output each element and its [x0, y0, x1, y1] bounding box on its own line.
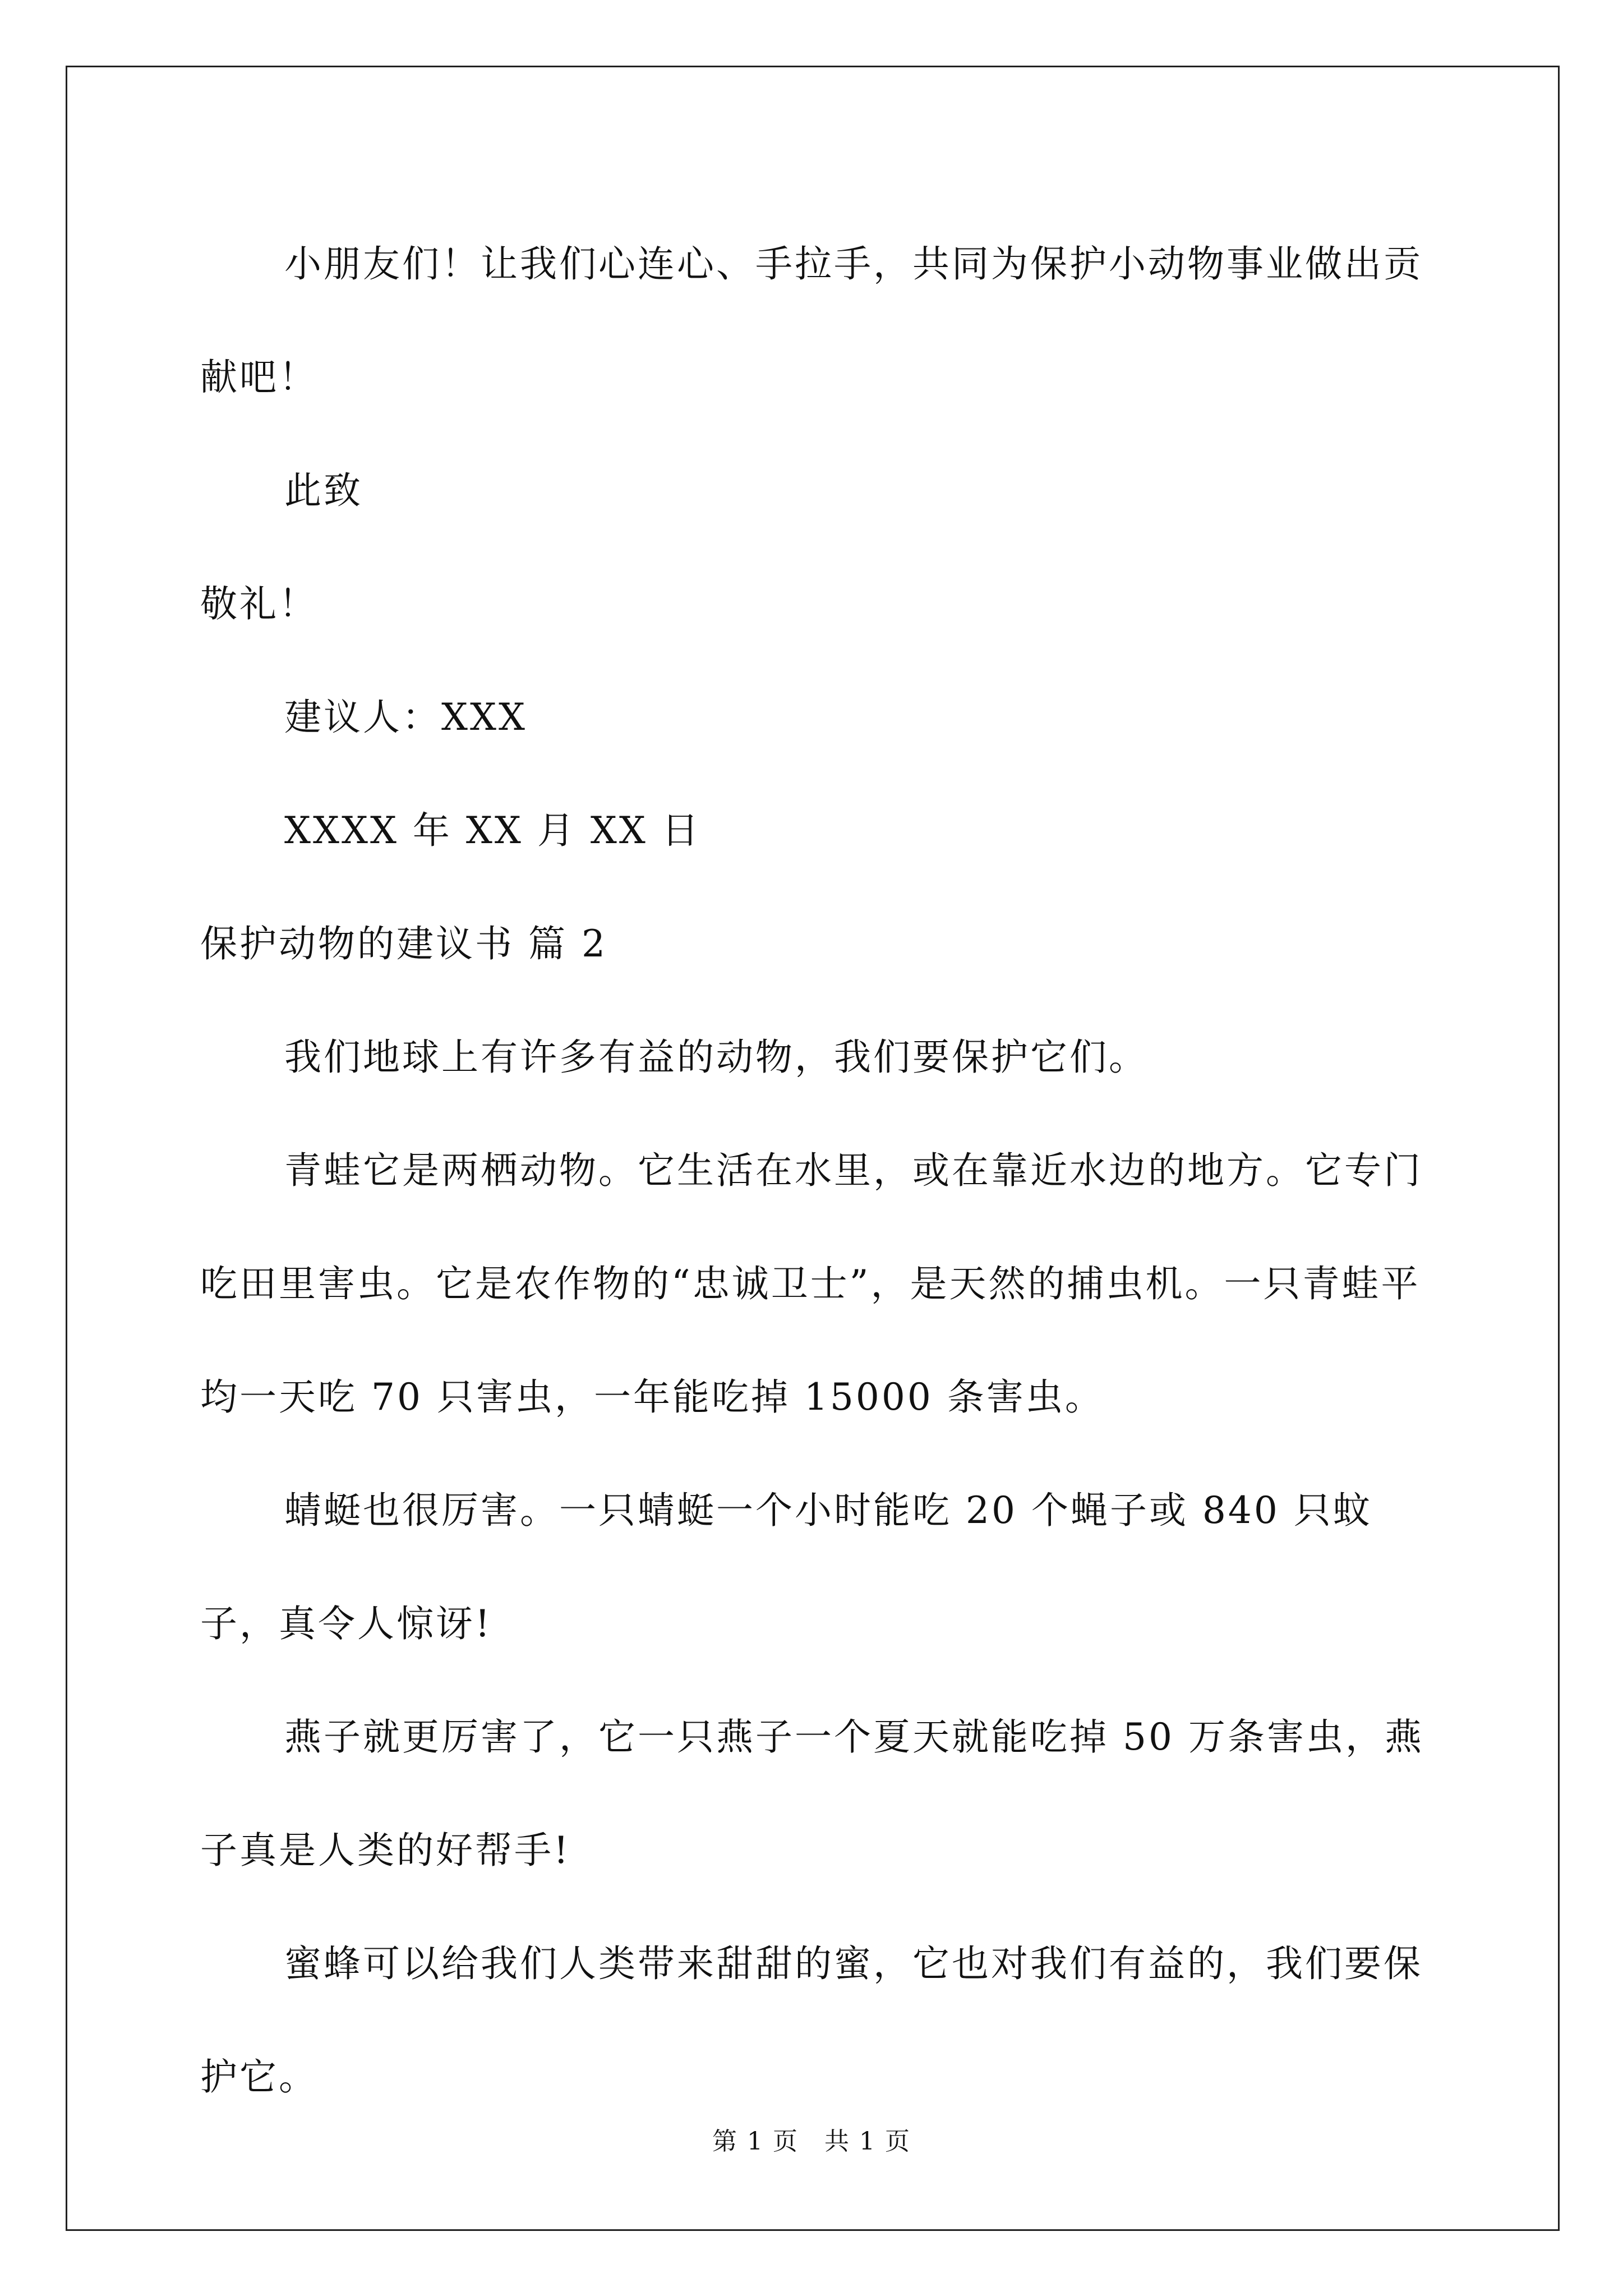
paragraph-bee: 蜜蜂可以给我们人类带来甜甜的蜜，它也对我们有益的，我们要保护它。	[200, 1942, 1423, 2099]
paragraph-closing-appeal: 小朋友们！让我们心连心、手拉手，共同为保护小动物事业做出贡献吧！	[200, 242, 1423, 399]
paragraph-signature: 建议人：XXX	[284, 696, 527, 739]
document-body	[200, 208, 1434, 2134]
paragraph-intro: 我们地球上有许多有益的动物，我们要保护它们。	[284, 1036, 1148, 1079]
section-heading: 保护动物的建议书 篇 2	[200, 922, 607, 965]
page-footer: 第 1 页 共 1 页	[712, 2127, 911, 2156]
paragraph-dragonfly: 蜻蜓也很厉害。一只蜻蜓一个小时能吃 20 个蝇子或 840 只蚊子，真令人惊讶!	[200, 1489, 1372, 1645]
paragraph-swallow: 燕子就更厉害了，它一只燕子一个夏天就能吃掉 50 万条害虫，燕子真是人类的好帮手!	[200, 1715, 1424, 1872]
paragraph-regards: 敬礼！	[200, 582, 318, 625]
paragraph-date: XXXX 年 XX 月 XX 日	[284, 809, 701, 852]
paragraph-frog: 青蛙它是两栖动物。它生活在水里，或在靠近水边的地方。它专门吃田里害虫。它是农作物的“忠诚卫士”，是天然的捕虫机。一只青蛙平均一天吃 70 只害虫，一年能吃掉 15000 条害虫。	[200, 1149, 1423, 1419]
paragraph-salutation: 此致	[284, 469, 363, 512]
